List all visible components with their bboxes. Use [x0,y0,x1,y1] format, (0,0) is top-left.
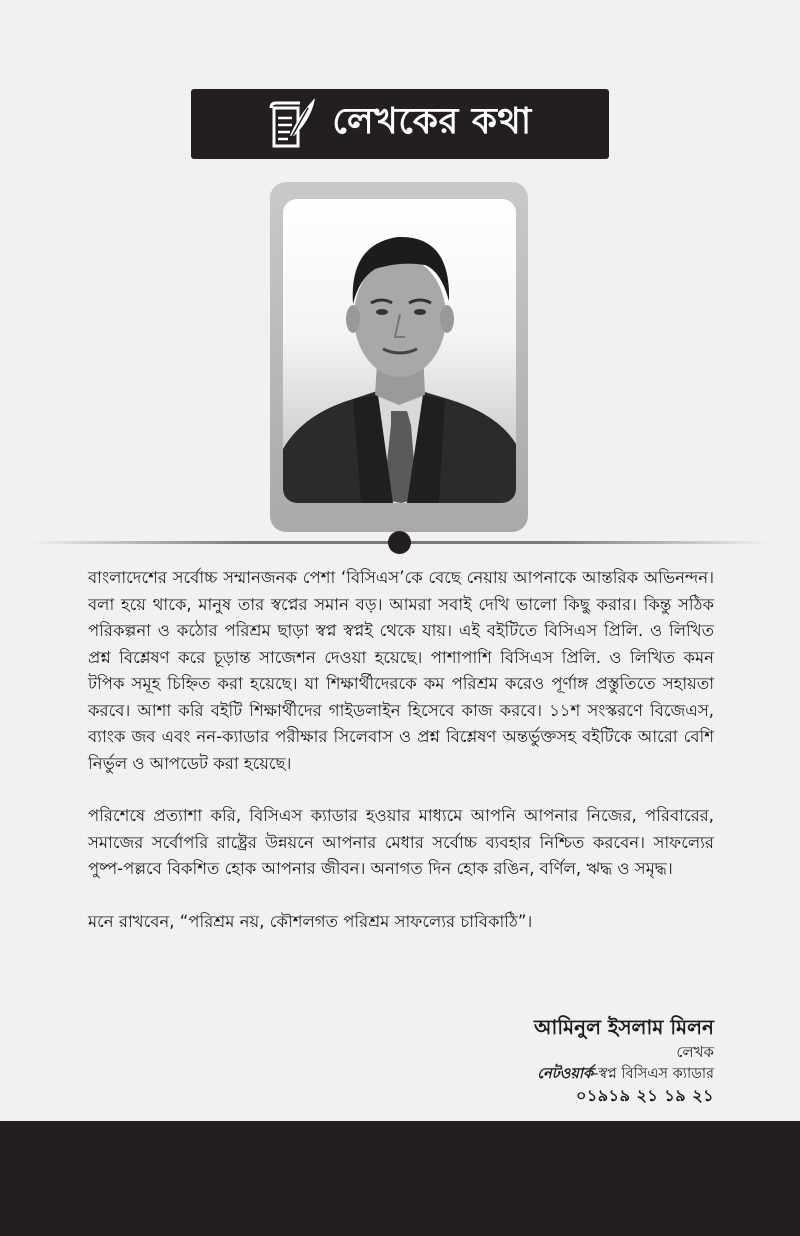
title-banner [191,89,609,159]
org-brand: নেটওয়ার্ক [537,1066,594,1082]
author-role: লেখক [676,1043,714,1061]
page-title: লেখকের কথা [332,101,532,142]
author-message [88,565,714,961]
author-organization [534,1063,714,1085]
author-portrait-illustration [283,199,516,503]
divider-dot [388,531,411,554]
author-photo [283,199,516,503]
paragraph-3: মনে রাখবেন, “পরিশ্রম নয়, কৌশলগত পরিশ্রম সাফল্যের চাবিকাঠি”। [88,911,533,931]
footer-bar [0,1121,800,1236]
paper-quill-icon [268,96,318,152]
author-phone: ০১৯১৯ ২১ ১৯ ২১ [576,1086,714,1105]
signature-block [534,1013,714,1107]
paragraph-2: পরিশেষে প্রত্যাশা করি, বিসিএস ক্যাডার হওয়ার মাধ্যমে আপনি আপনার নিজের, পরিবারের, সমাজের সর্বোপরি রাষ্ট্রের উন্নয়নে আপনার মেধার সর্বোচ্চ ব্যবহার নিশ্চিত করবেন। সাফল্যের পুষ্প-পল্লবে বিকশিত হোক আপনার জীবন। অনাগত দিন হোক রঙিন, বর্ণিল, ঋদ্ধ ও সমৃদ্ধ। [88,806,714,878]
org-name: -স্বপ্ন বিসিএস ক্যাডার [593,1066,714,1082]
photo-frame [270,182,528,532]
author-name: আমিনুল ইসলাম মিলন [533,1015,714,1039]
paragraph-1: বাংলাদেশের সর্বোচ্চ সম্মানজনক পেশা ‘বিসিএস’কে বেছে নেয়ায় আপনাকে আন্তরিক অভিনন্দন। বলা হয়ে থাকে, মানুষ তার স্বপ্নের সমান বড়। আমরা সবাই দেখি ভালো কিছু করার। কিন্তু সঠিক পরিকল্পনা ও কঠোর পরিশ্রম ছাড়া স্বপ্ন স্বপ্নই থেকে যায়। এই বইটিতে বিসিএস প্রিলি. ও লিখিত প্রশ্ন বিশ্লেষণ করে চূড়ান্ত সাজেশন দেওয়া হয়েছে। পাশাপাশি বিসিএস প্রিলি. ও লিখিত কমন টপিক সমূহ চিহ্নিত করা হয়েছে। যা শিক্ষার্থীদেরকে কম পরিশ্রম করেও পূর্ণাঙ্গ প্রস্তুতিতে সহায়তা করবে। আশা করি বইটি শিক্ষার্থীদের গাইডলাইন হিসেবে কাজ করবে। ১১শ সংস্করণে বিজেএস, ব্যাংক জব এবং নন-ক্যাডার পরীক্ষার সিলেবাস ও প্রশ্ন বিশ্লেষণ অন্তর্ভুক্তসহ বইটিকে আরো বেশি নির্ভুল ও আপডেট করা হয়েছে। [88,568,714,773]
